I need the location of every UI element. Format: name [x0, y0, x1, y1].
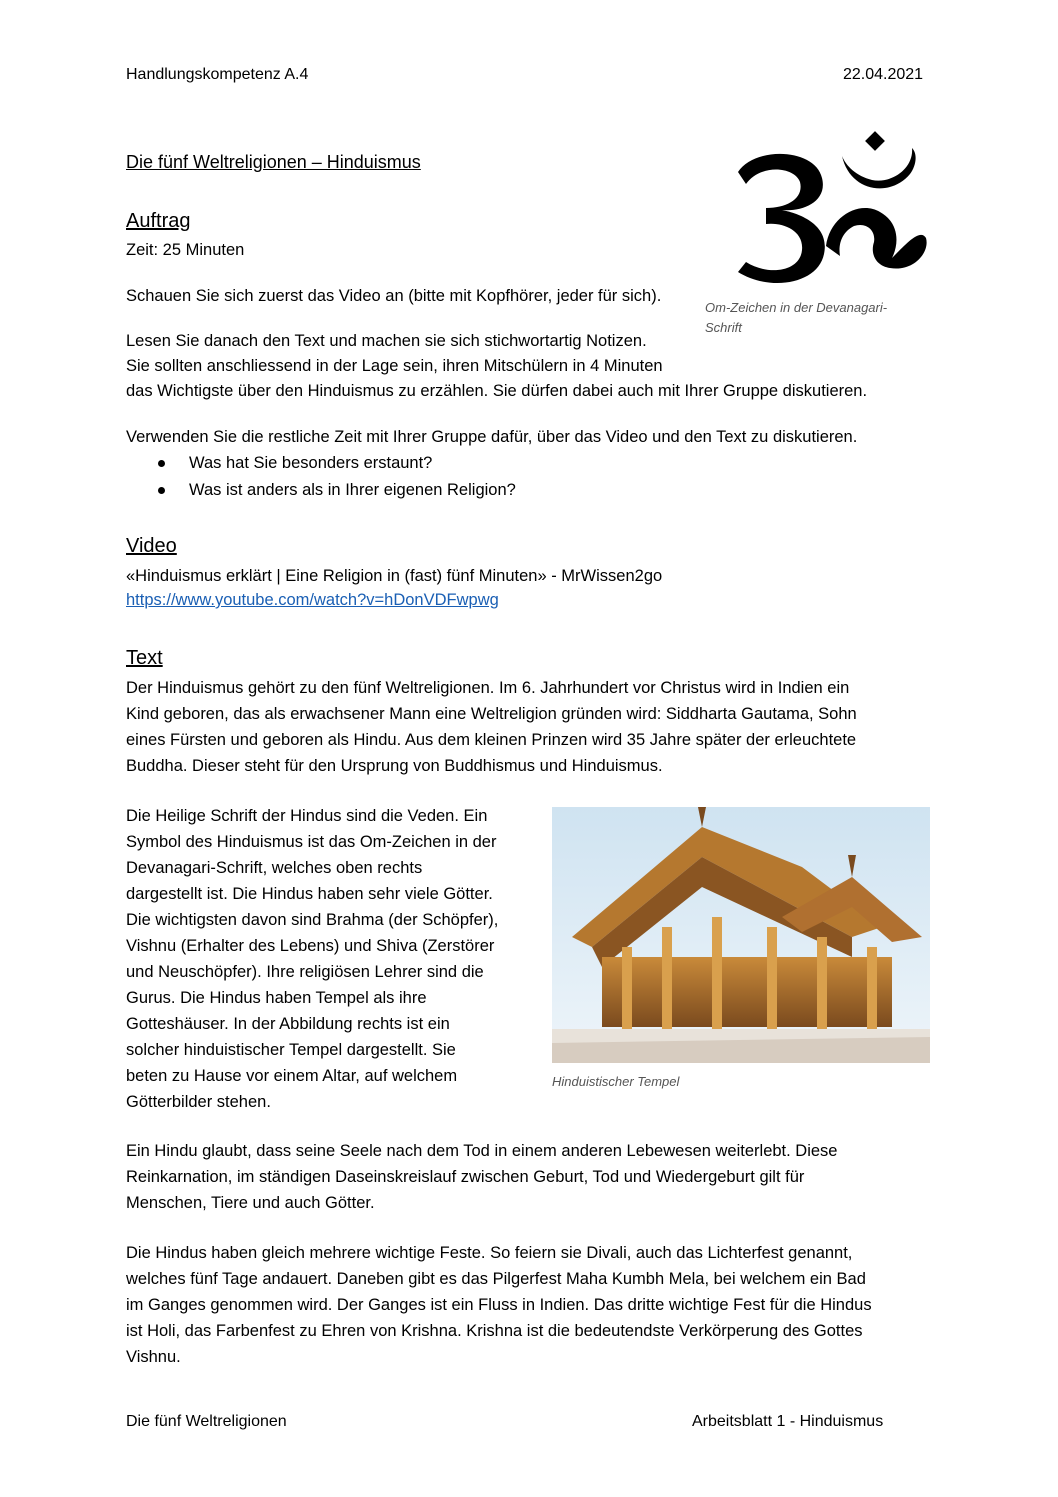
text-p2-line-9: Gotteshäuser. In der Abbildung rechts ist ein: [126, 1015, 450, 1033]
auftrag-p2-line-3: das Wichtigste über den Hinduismus zu erzählen. Sie dürfen dabei auch mit Ihrer Gruppe diskutieren.: [126, 382, 868, 400]
text-p1-line-2: Kind geboren, das als erwachsener Mann eine Weltreligion gründen wird: Siddharta Gautama, Sohn: [126, 705, 857, 723]
video-link[interactable]: https://www.youtube.com/watch?v=hDonVDFwpwg: [126, 591, 499, 609]
text-p2-line-7: und Neuschöpfer). Ihre religiösen Lehrer sind die: [126, 963, 484, 981]
auftrag-heading: Auftrag: [126, 210, 191, 232]
text-p2-line-8: Gurus. Die Hindus haben Tempel als ihre: [126, 989, 427, 1007]
temple-image: [552, 807, 930, 1063]
footer-right: Arbeitsblatt 1 - Hinduismus: [692, 1413, 884, 1430]
text-p1-line-1: Der Hinduismus gehört zu den fünf Weltreligionen. Im 6. Jahrhundert vor Christus wird in Indien ein: [126, 679, 850, 697]
om-caption-line-2: Schrift: [705, 320, 742, 335]
text-p2-line-4: dargestellt ist. Die Hindus haben sehr viele Götter.: [126, 885, 493, 903]
om-caption-line-1: Om-Zeichen in der Devanagari-: [705, 300, 888, 315]
om-symbol-image: [730, 126, 930, 296]
bullet-dot: [158, 460, 165, 467]
text-p3-line-2: Reinkarnation, im ständigen Daseinskreislauf zwischen Geburt, Tod und Wiedergeburt gilt für: [126, 1168, 805, 1186]
auftrag-zeit: Zeit: 25 Minuten: [126, 241, 245, 259]
text-p3-line-3: Menschen, Tiere und auch Götter.: [126, 1194, 375, 1212]
text-heading: Text: [126, 647, 163, 669]
text-p2-line-3: Devanagari-Schrift, welches oben rechts: [126, 859, 423, 877]
page-title: Die fünf Weltreligionen – Hinduismus: [126, 152, 421, 172]
text-p2-line-5: Die wichtigsten davon sind Brahma (der Schöpfer),: [126, 911, 499, 929]
bullet-item-2: Was ist anders als in Ihrer eigenen Religion?: [189, 481, 516, 499]
text-p4-line-1: Die Hindus haben gleich mehrere wichtige Feste. So feiern sie Divali, auch das Lichterfest genannt,: [126, 1244, 853, 1262]
auftrag-p2-line-1: Lesen Sie danach den Text und machen sie sich stichwortartig Notizen.: [126, 332, 647, 350]
video-heading: Video: [126, 535, 177, 557]
temple-caption: Hinduistischer Tempel: [552, 1074, 680, 1089]
bullet-dot: [158, 487, 165, 494]
text-p2-line-12: Götterbilder stehen.: [126, 1093, 271, 1111]
auftrag-p1: Schauen Sie sich zuerst das Video an (bitte mit Kopfhörer, jeder für sich).: [126, 287, 662, 305]
om-symbol-icon: [730, 126, 930, 296]
text-p2-line-1: Die Heilige Schrift der Hindus sind die Veden. Ein: [126, 807, 488, 825]
text-p2-line-11: beten zu Hause vor einem Altar, auf welchem: [126, 1067, 458, 1085]
text-p4-line-4: ist Holi, das Farbenfest zu Ehren von Krishna. Krishna ist die bedeutendste Verkörperung des Gottes: [126, 1322, 863, 1340]
text-p2-line-6: Vishnu (Erhalter des Lebens) und Shiva (Zerstörer: [126, 937, 495, 955]
text-p4-line-3: im Ganges genommen wird. Der Ganges ist ein Fluss in Indien. Das dritte wichtige Fest für die Hindus: [126, 1296, 872, 1314]
footer-left: Die fünf Weltreligionen: [126, 1413, 287, 1430]
auftrag-p2-line-2: Sie sollten anschliessend in der Lage sein, ihren Mitschülern in 4 Minuten: [126, 357, 663, 375]
header-left: Handlungskompetenz A.4: [126, 66, 309, 83]
video-title: «Hinduismus erklärt | Eine Religion in (fast) fünf Minuten» - MrWissen2go: [126, 567, 663, 585]
text-p1-line-4: Buddha. Dieser steht für den Ursprung von Buddhismus und Hinduismus.: [126, 757, 663, 775]
text-p2-line-2: Symbol des Hinduismus ist das Om-Zeichen in der: [126, 833, 497, 851]
text-p4-line-2: welches fünf Tage andauert. Daneben gibt es das Pilgerfest Maha Kumbh Mela, bei welchem ein Bad: [126, 1270, 866, 1288]
text-p2-line-10: solcher hinduistischer Tempel dargestellt. Sie: [126, 1041, 456, 1059]
header-date: 22.04.2021: [843, 66, 924, 83]
text-p3-line-1: Ein Hindu glaubt, dass seine Seele nach dem Tod in einem anderen Lebewesen weiterlebt. Diese: [126, 1142, 838, 1160]
text-p4-line-5: Vishnu.: [126, 1348, 181, 1366]
text-p1-line-3: eines Fürsten und geboren als Hindu. Aus dem kleinen Prinzen wird 35 Jahre später der erleuchtete: [126, 731, 857, 749]
bullet-item-1: Was hat Sie besonders erstaunt?: [189, 454, 433, 472]
auftrag-p3: Verwenden Sie die restliche Zeit mit Ihrer Gruppe dafür, über das Video und den Text zu diskutieren.: [126, 428, 858, 446]
